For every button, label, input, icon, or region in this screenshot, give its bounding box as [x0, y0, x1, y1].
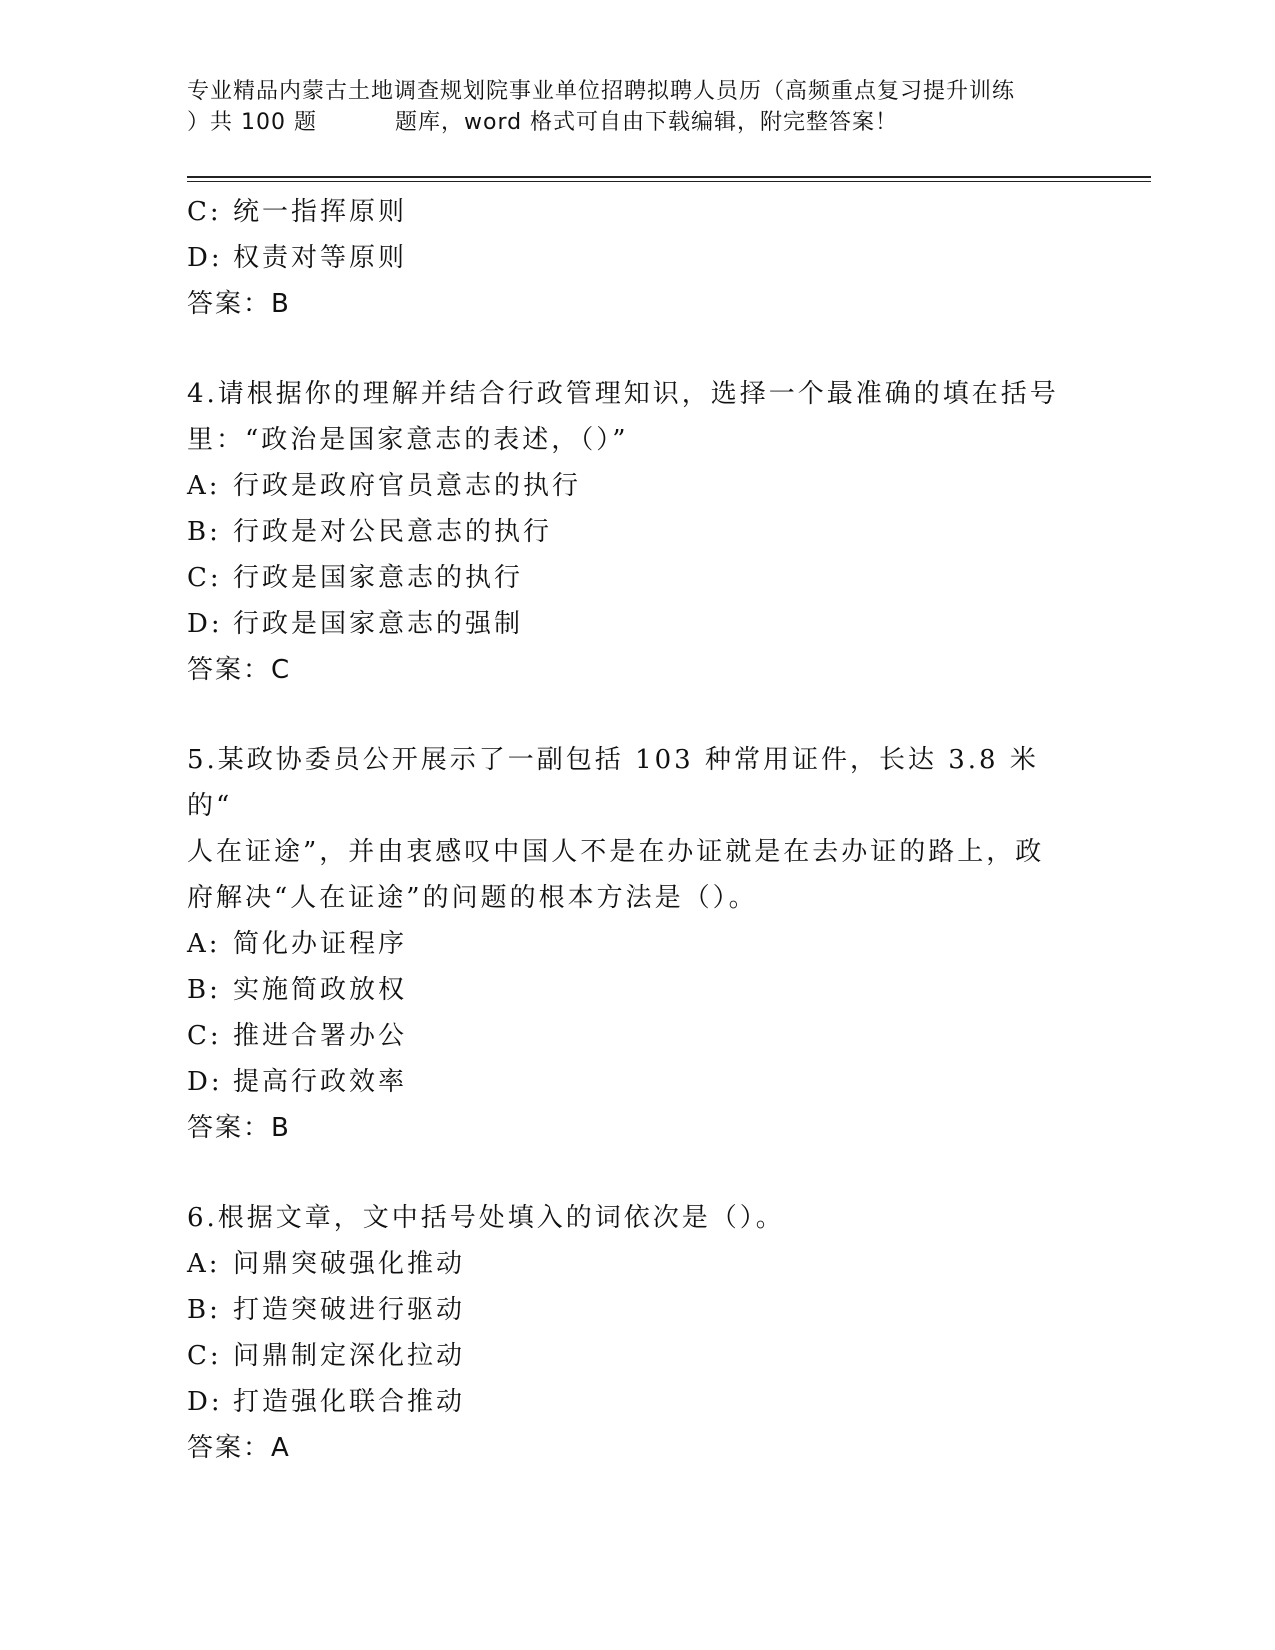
answer-text: 答案：B [187, 1113, 291, 1143]
question-stem [187, 737, 1067, 921]
option-text: 提高行政效率 [233, 1067, 408, 1097]
option-label: D: [187, 609, 223, 639]
option-text: 统一指挥原则 [233, 197, 408, 227]
option-text: 问鼎突破强化推动 [233, 1249, 466, 1279]
question-stem [187, 1195, 1067, 1241]
option-text: 简化办证程序 [233, 929, 408, 959]
question-4 [187, 371, 1067, 693]
header-title-line2 [187, 107, 1087, 138]
answer-text: 答案：C [187, 655, 292, 685]
header-rule-thin [187, 181, 1151, 182]
option-label: A: [187, 1249, 221, 1279]
option-label: B: [187, 517, 221, 547]
header-description: 题库，word 格式可自由下载编辑，附完整答案！ [394, 110, 899, 135]
stem-line: 4.请根据你的理解并结合行政管理知识，选择一个最准确的填在括号 [187, 379, 1059, 409]
option-c [187, 189, 1067, 235]
option-d [187, 235, 1067, 281]
option-text: 行政是政府官员意志的执行 [233, 471, 582, 501]
option-text: 行政是对公民意志的执行 [233, 517, 553, 547]
option-label: C: [187, 1021, 222, 1051]
header-rule-thick [187, 176, 1151, 178]
question-3 [187, 189, 1067, 327]
stem-line: 人在证途”，并由衷感叹中国人不是在办证就是在去办证的路上，政 [187, 837, 1045, 867]
option-a [187, 463, 1067, 509]
option-b [187, 1287, 1067, 1333]
stem-line: 里：“政治是国家意志的表述，（）” [187, 425, 629, 455]
stem-line: 府解决“人在证途”的问题的根本方法是（）。 [187, 883, 758, 913]
header-title-line1: 专业精品内蒙古土地调查规划院事业单位招聘拟聘人员历（高频重点复习提升训练 [187, 79, 1016, 104]
answer-text: 答案：B [187, 289, 291, 319]
document-header [187, 76, 1087, 138]
option-text: 实施简政放权 [233, 975, 408, 1005]
option-label: D: [187, 243, 223, 273]
answer-text: 答案：A [187, 1433, 291, 1463]
option-label: D: [187, 1067, 223, 1097]
option-text: 行政是国家意志的强制 [233, 609, 524, 639]
option-d [187, 601, 1067, 647]
option-b [187, 967, 1067, 1013]
stem-line: 5.某政协委员公开展示了一副包括 103 种常用证件，长达 3.8 米的“ [187, 745, 1039, 821]
option-label: C: [187, 197, 222, 227]
question-6 [187, 1195, 1067, 1471]
option-text: 问鼎制定深化拉动 [233, 1341, 466, 1371]
option-label: C: [187, 563, 222, 593]
question-stem [187, 371, 1067, 463]
option-c [187, 1013, 1067, 1059]
option-a [187, 1241, 1067, 1287]
question-content [187, 189, 1067, 1471]
option-label: D: [187, 1387, 223, 1417]
option-text: 权责对等原则 [233, 243, 408, 273]
option-text: 行政是国家意志的执行 [233, 563, 524, 593]
option-c [187, 1333, 1067, 1379]
option-label: C: [187, 1341, 222, 1371]
option-label: B: [187, 975, 221, 1005]
option-d [187, 1059, 1067, 1105]
header-question-count: ）共 100 题 [187, 110, 317, 135]
question-5 [187, 737, 1067, 1151]
option-d [187, 1379, 1067, 1425]
option-a [187, 921, 1067, 967]
option-label: A: [187, 929, 221, 959]
stem-line: 6.根据文章，文中括号处填入的词依次是（）。 [187, 1203, 785, 1233]
option-text: 打造突破进行驱动 [233, 1295, 466, 1325]
option-label: B: [187, 1295, 221, 1325]
option-c [187, 555, 1067, 601]
option-text: 打造强化联合推动 [233, 1387, 466, 1417]
option-text: 推进合署办公 [233, 1021, 408, 1051]
option-b [187, 509, 1067, 555]
option-label: A: [187, 471, 221, 501]
